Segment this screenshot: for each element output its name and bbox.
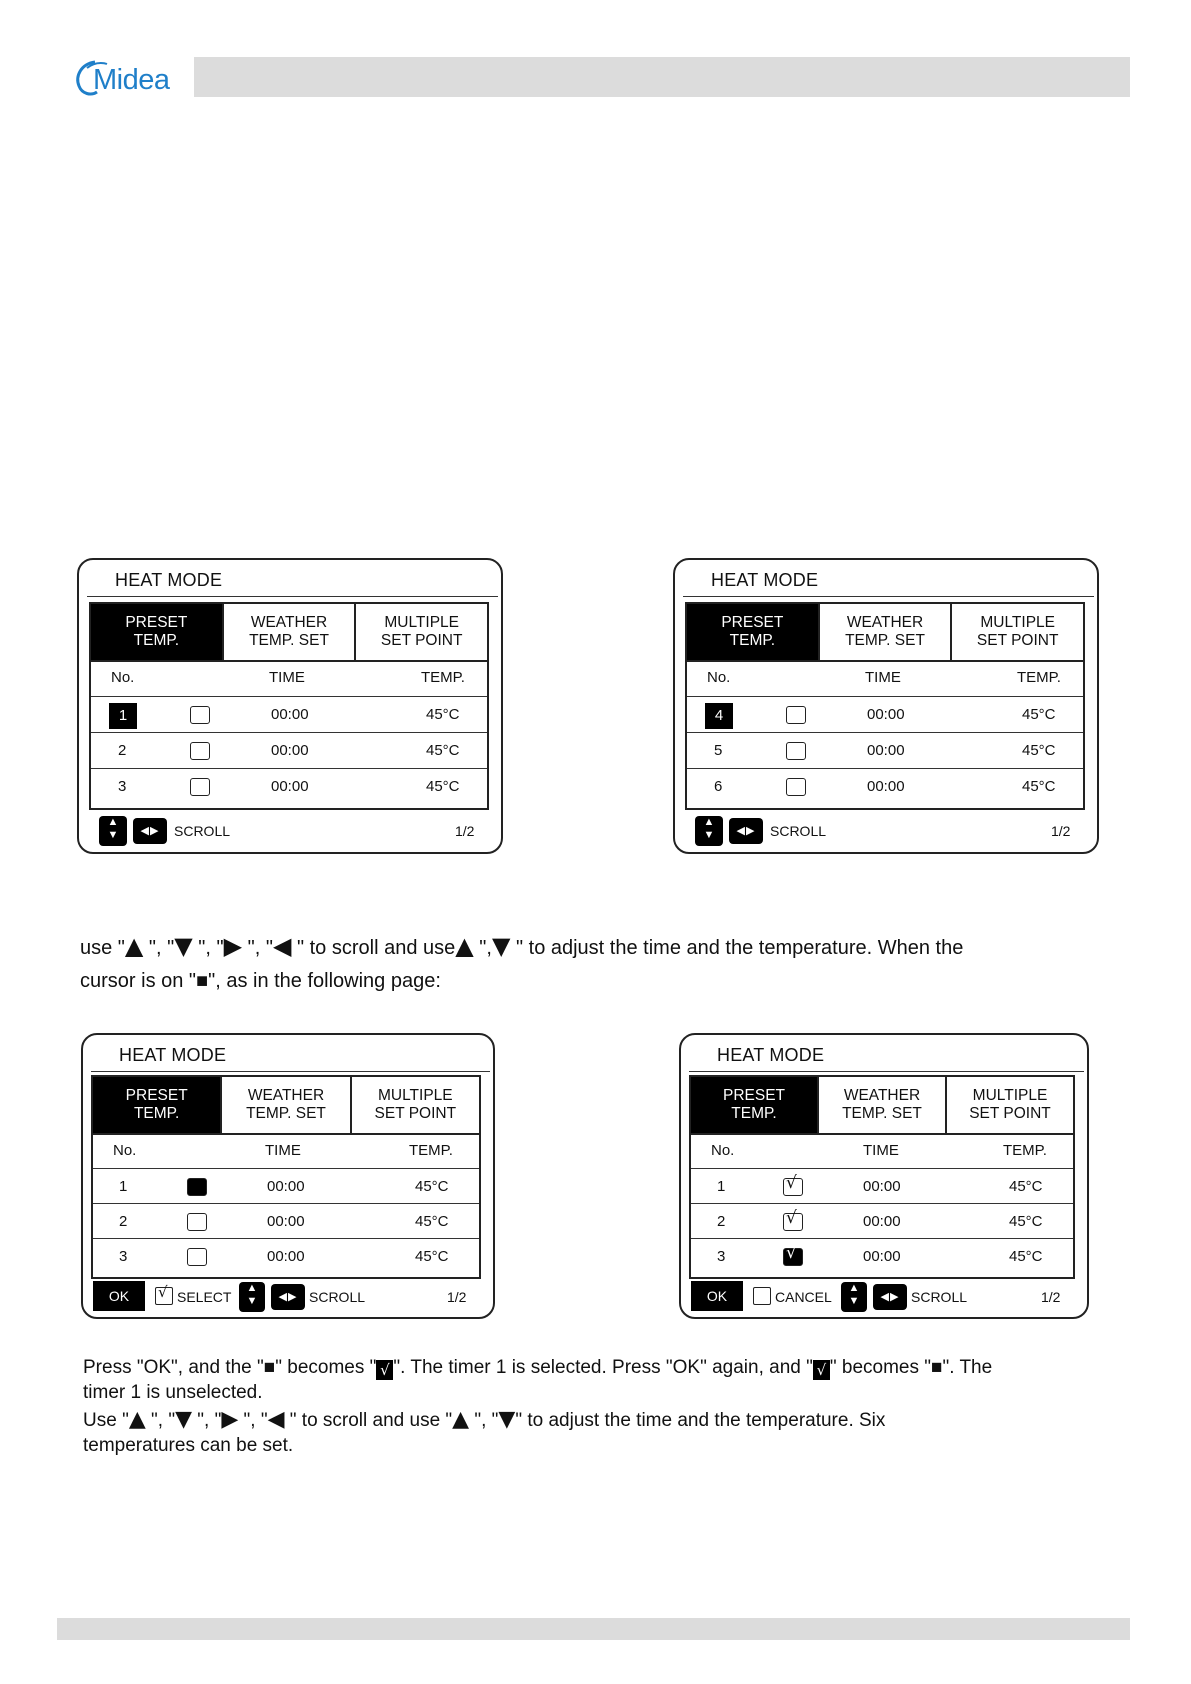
timer-checkbox-checked-cursor[interactable]: √	[783, 1248, 803, 1266]
row-time[interactable]: 00:00	[267, 1248, 305, 1265]
instruction-paragraph-1: use "▲ ", "▼ ", "▶ ", "◀ " to scroll and use▲ ",▼ " to adjust the time and the temperature. When the cursor is on "■", as in the following page:	[80, 930, 1140, 998]
row-temp[interactable]: 45°C	[1009, 1213, 1043, 1230]
left-arrow-icon: ◀	[272, 932, 292, 960]
row-time[interactable]: 00:00	[863, 1248, 901, 1265]
page-indicator: 1/2	[447, 1289, 467, 1305]
table-row[interactable]	[91, 696, 487, 733]
heat-mode-panel-1	[77, 558, 503, 854]
header-bar	[194, 57, 1130, 97]
table-header-row	[687, 660, 1083, 696]
left-right-arrows-icon[interactable]: ◀▶	[729, 818, 763, 844]
panel-table	[689, 1075, 1075, 1279]
panel-title: HEAT MODE	[115, 570, 223, 590]
row-number: 1	[717, 1178, 726, 1195]
row-temp[interactable]: 45°C	[426, 742, 460, 759]
page-indicator: 1/2	[1051, 823, 1071, 839]
timer-checkbox[interactable]	[786, 742, 806, 760]
table-row[interactable]	[691, 1238, 1073, 1275]
panel-table	[91, 1075, 481, 1279]
heat-mode-panel-4	[679, 1033, 1089, 1319]
table-row[interactable]	[687, 732, 1083, 769]
row-number-cursor[interactable]: 4	[705, 703, 733, 729]
tab-bar	[691, 1077, 1073, 1135]
checked-box-icon: √	[813, 1360, 830, 1380]
up-arrow-icon: ▲	[124, 932, 144, 960]
up-down-arrows-icon[interactable]: ▲ ▼	[841, 1282, 867, 1312]
row-number: 5	[714, 742, 723, 759]
row-temp[interactable]: 45°C	[426, 778, 460, 795]
tab-multiple-set-point[interactable]: MULTIPLE SET POINT	[950, 604, 1083, 660]
panel-bottom-bar	[97, 813, 485, 849]
table-header-row	[691, 1133, 1073, 1169]
tab-multiple-set-point[interactable]: MULTIPLE SET POINT	[945, 1077, 1073, 1133]
header-temp: TEMP.	[409, 1142, 453, 1159]
row-number: 2	[118, 742, 127, 759]
table-row[interactable]	[93, 1168, 479, 1205]
instruction-line: temperatures can be set.	[83, 1435, 294, 1456]
row-number-cursor[interactable]: 1	[109, 703, 137, 729]
scroll-label: SCROLL	[174, 823, 231, 839]
header-no: No.	[113, 1142, 137, 1159]
row-time[interactable]: 00:00	[867, 778, 905, 795]
instruction-line: timer 1 is unselected.	[83, 1382, 263, 1403]
row-time[interactable]: 00:00	[271, 706, 309, 723]
title-divider	[91, 1071, 490, 1072]
row-time[interactable]: 00:00	[863, 1213, 901, 1230]
panel-bottom-bar	[691, 1279, 1071, 1315]
row-temp[interactable]: 45°C	[415, 1248, 449, 1265]
header-time: TIME	[863, 1142, 899, 1159]
up-down-arrows-icon[interactable]: ▲ ▼	[695, 816, 723, 846]
right-arrow-icon: ▶	[223, 932, 243, 960]
row-temp[interactable]: 45°C	[415, 1178, 449, 1195]
select-label: SELECT	[177, 1289, 232, 1305]
panel-title: HEAT MODE	[717, 1045, 825, 1065]
tab-bar	[93, 1077, 479, 1135]
tab-preset-temp[interactable]: PRESET TEMP.	[691, 1077, 817, 1133]
timer-checkbox[interactable]	[187, 1248, 207, 1266]
left-right-arrows-icon[interactable]: ◀▶	[873, 1284, 907, 1310]
left-right-arrows-icon[interactable]: ◀▶	[133, 818, 167, 844]
table-row[interactable]	[91, 732, 487, 769]
timer-checkbox[interactable]	[786, 706, 806, 724]
table-row[interactable]	[93, 1203, 479, 1240]
select-check-icon: √	[155, 1287, 173, 1305]
cancel-box-icon	[753, 1287, 771, 1305]
row-number: 6	[714, 778, 723, 795]
header-temp: TEMP.	[1017, 669, 1061, 686]
row-time[interactable]: 00:00	[863, 1178, 901, 1195]
row-time[interactable]: 00:00	[271, 778, 309, 795]
row-time[interactable]: 00:00	[267, 1178, 305, 1195]
heat-mode-panel-3	[81, 1033, 495, 1319]
header-no: No.	[111, 669, 135, 686]
cancel-label: CANCEL	[775, 1289, 832, 1305]
table-row[interactable]	[93, 1238, 479, 1275]
page-indicator: 1/2	[455, 823, 475, 839]
header-no: No.	[707, 669, 731, 686]
row-number: 2	[717, 1213, 726, 1230]
table-row[interactable]	[691, 1203, 1073, 1240]
title-divider	[87, 596, 498, 597]
panel-bottom-bar	[93, 1279, 477, 1315]
brand-logo-text: Midea	[93, 64, 170, 96]
row-time[interactable]: 00:00	[271, 742, 309, 759]
panel-title: HEAT MODE	[711, 570, 819, 590]
row-temp[interactable]: 45°C	[415, 1213, 449, 1230]
heat-mode-panel-2	[673, 558, 1099, 854]
up-arrow-icon: ▲	[455, 932, 474, 960]
row-temp[interactable]: 45°C	[1022, 742, 1056, 759]
up-down-arrows-icon[interactable]: ▲ ▼	[99, 816, 127, 846]
table-row[interactable]	[91, 768, 487, 805]
ok-button[interactable]: OK	[93, 1281, 145, 1311]
tab-weather-temp-set[interactable]: WEATHER TEMP. SET	[818, 604, 951, 660]
row-temp[interactable]: 45°C	[1009, 1248, 1043, 1265]
tab-multiple-set-point[interactable]: MULTIPLE SET POINT	[350, 1077, 479, 1133]
panel-bottom-bar	[693, 813, 1081, 849]
panel-table	[89, 602, 489, 810]
row-time[interactable]: 00:00	[867, 706, 905, 723]
header-time: TIME	[865, 669, 901, 686]
header-time: TIME	[265, 1142, 301, 1159]
scroll-label: SCROLL	[770, 823, 827, 839]
page-indicator: 1/2	[1041, 1289, 1061, 1305]
row-temp[interactable]: 45°C	[1022, 778, 1056, 795]
tab-weather-temp-set[interactable]: WEATHER TEMP. SET	[817, 1077, 945, 1133]
timer-checkbox[interactable]	[187, 1213, 207, 1231]
timer-checkbox[interactable]	[190, 778, 210, 796]
header-time: TIME	[269, 669, 305, 686]
timer-checkbox[interactable]	[190, 706, 210, 724]
up-down-arrows-icon[interactable]: ▲ ▼	[239, 1282, 265, 1312]
timer-checkbox[interactable]	[190, 742, 210, 760]
row-number: 2	[119, 1213, 128, 1230]
instruction-paragraph-2: Press "OK", and the "■" becomes " √ ". The timer 1 is selected. Press "OK" again, and " √ " becomes "■". The timer 1 is unselected. Use "▲ ", "▼ ", "▶ ", "◀ " to scroll and use "▲ ", "▼" to adjust the time and the temperature. Six temperatures can be set.	[83, 1355, 1143, 1458]
row-number: 3	[119, 1248, 128, 1265]
left-arrow-icon: ◀	[267, 1407, 285, 1432]
tab-multiple-set-point[interactable]: MULTIPLE SET POINT	[354, 604, 487, 660]
row-time[interactable]: 00:00	[867, 742, 905, 759]
left-right-arrows-icon[interactable]: ◀▶	[271, 1284, 305, 1310]
right-arrow-icon: ▶	[221, 1407, 239, 1432]
up-arrow-icon: ▲	[452, 1407, 470, 1432]
table-header-row	[91, 660, 487, 696]
tab-preset-temp[interactable]: PRESET TEMP.	[93, 1077, 220, 1133]
table-row[interactable]	[691, 1168, 1073, 1205]
checked-box-icon: √	[376, 1360, 393, 1380]
timer-checkbox-checked[interactable]: √	[783, 1178, 803, 1196]
timer-checkbox-checked[interactable]: √	[783, 1213, 803, 1231]
tab-preset-temp[interactable]: PRESET TEMP.	[91, 604, 222, 660]
header-no: No.	[711, 1142, 735, 1159]
row-temp[interactable]: 45°C	[1009, 1178, 1043, 1195]
row-number: 1	[119, 1178, 128, 1195]
down-arrow-icon: ▼	[174, 932, 193, 960]
title-divider	[689, 1071, 1084, 1072]
row-number: 3	[717, 1248, 726, 1265]
timer-checkbox[interactable]	[786, 778, 806, 796]
instruction-line: cursor is on "■", as in the following page:	[80, 970, 441, 992]
title-divider	[683, 596, 1094, 597]
tab-weather-temp-set[interactable]: WEATHER TEMP. SET	[220, 1077, 349, 1133]
table-header-row	[93, 1133, 479, 1169]
tab-preset-temp[interactable]: PRESET TEMP.	[687, 604, 818, 660]
up-arrow-icon: ▲	[128, 1407, 146, 1432]
ok-button[interactable]: OK	[691, 1281, 743, 1311]
header-temp: TEMP.	[1003, 1142, 1047, 1159]
row-temp[interactable]: 45°C	[426, 706, 460, 723]
row-time[interactable]: 00:00	[267, 1213, 305, 1230]
row-temp[interactable]: 45°C	[1022, 706, 1056, 723]
table-row[interactable]	[687, 696, 1083, 733]
down-arrow-icon: ▼	[175, 1407, 192, 1432]
table-row[interactable]	[687, 768, 1083, 805]
timer-checkbox-cursor[interactable]	[187, 1178, 207, 1196]
tab-bar	[687, 604, 1083, 662]
header-temp: TEMP.	[421, 669, 465, 686]
footer-bar	[57, 1618, 1130, 1640]
tab-weather-temp-set[interactable]: WEATHER TEMP. SET	[222, 604, 355, 660]
row-number: 3	[118, 778, 127, 795]
down-arrow-icon: ▼	[498, 1407, 516, 1432]
down-arrow-icon: ▼	[491, 932, 511, 960]
tab-bar	[91, 604, 487, 662]
scroll-label: SCROLL	[911, 1289, 968, 1305]
panel-title: HEAT MODE	[119, 1045, 227, 1065]
panel-table	[685, 602, 1085, 810]
scroll-label: SCROLL	[309, 1289, 366, 1305]
